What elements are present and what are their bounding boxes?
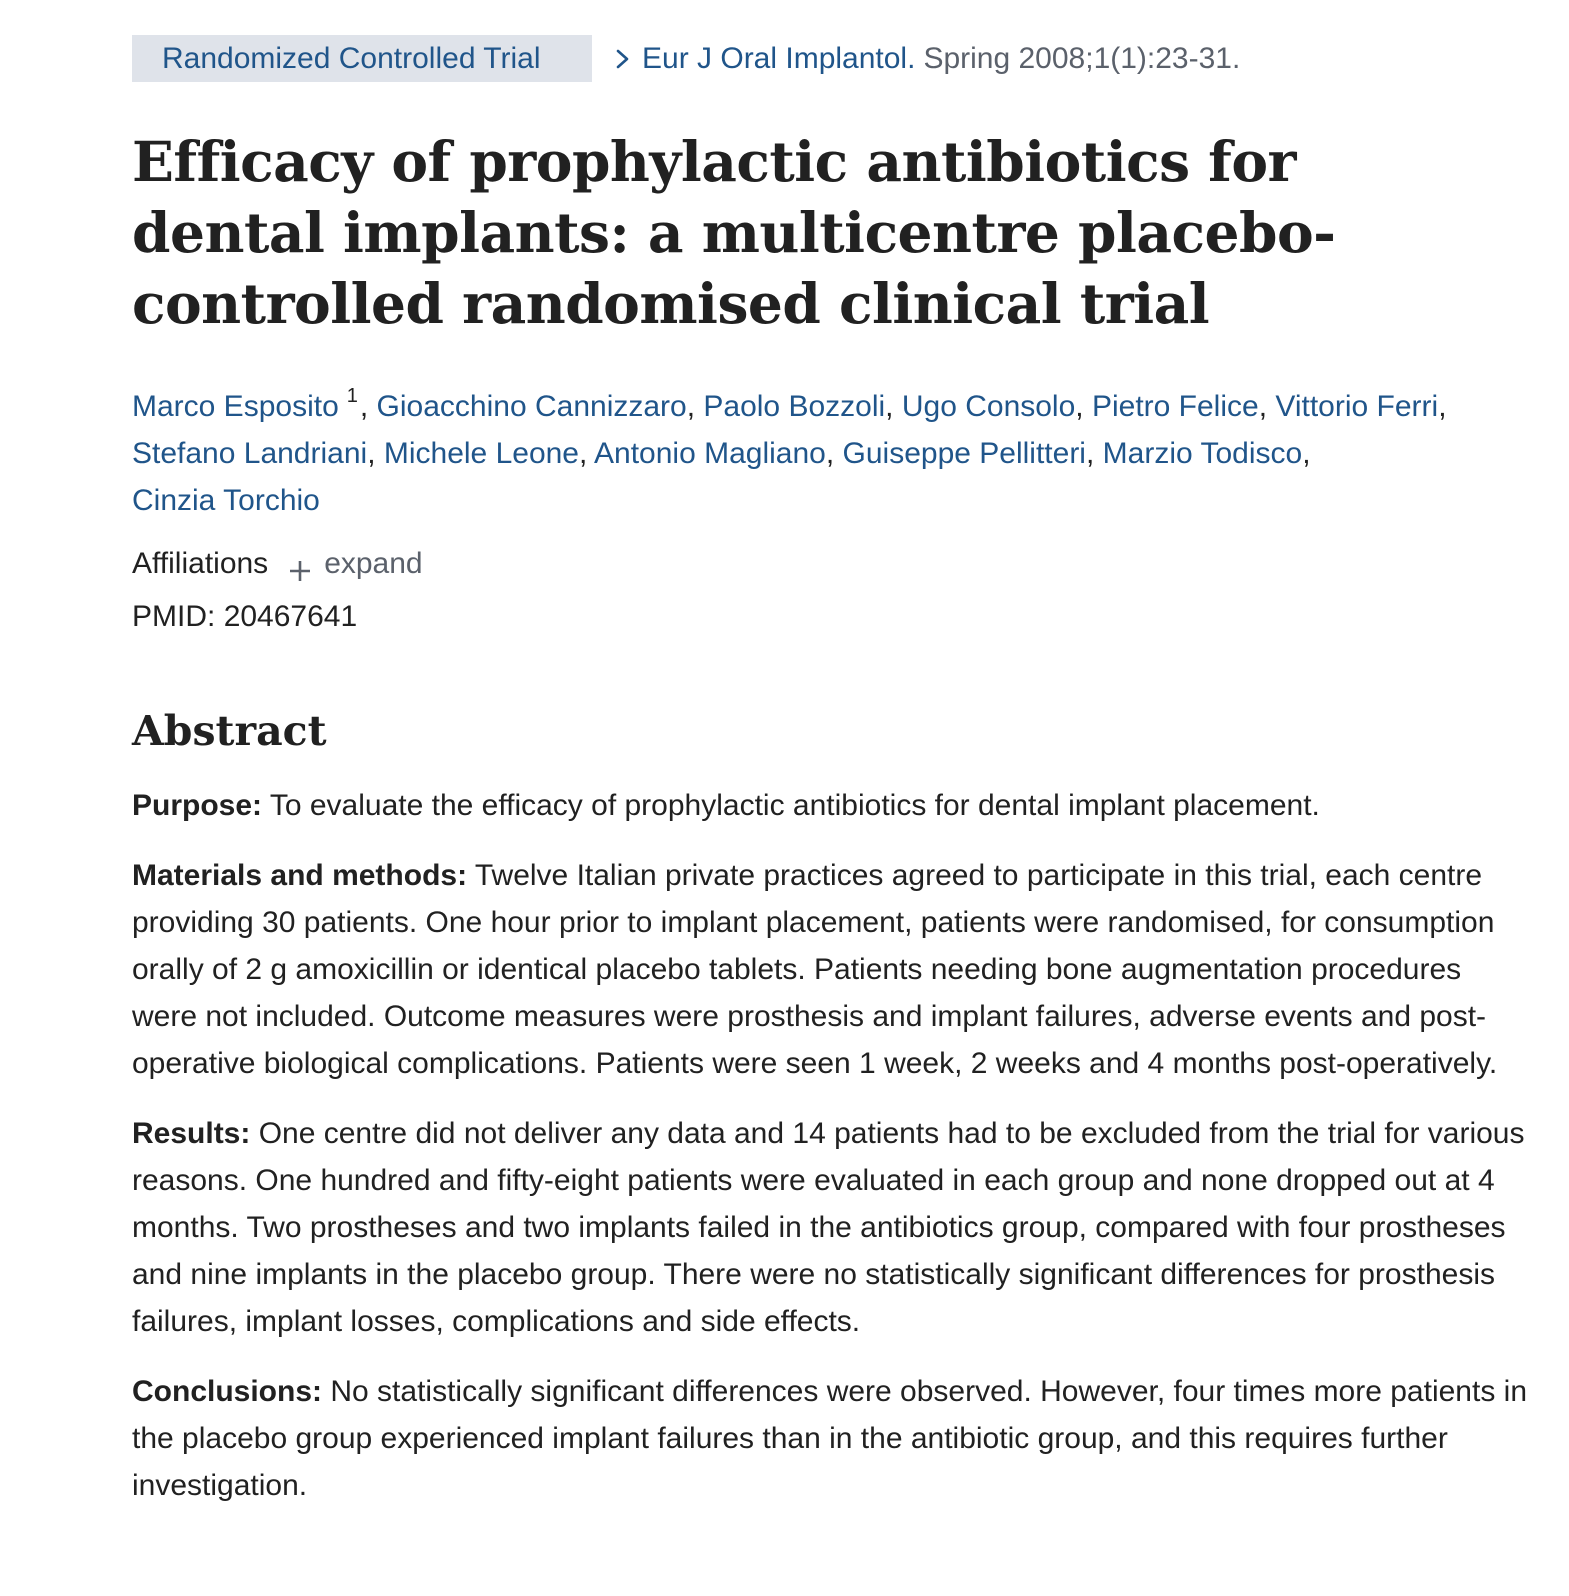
author-link[interactable]: Paolo Bozzoli — [703, 390, 886, 423]
author-link[interactable]: Antonio Magliano — [594, 437, 826, 470]
author-link[interactable]: Vittorio Ferri — [1275, 390, 1439, 423]
author-link[interactable]: Marzio Todisco — [1102, 437, 1303, 470]
author-link[interactable]: Michele Leone — [383, 437, 579, 470]
author-link[interactable]: Ugo Consolo — [901, 390, 1076, 423]
pmid-label: PMID: — [132, 600, 216, 633]
publication-type-badge[interactable]: Randomized Controlled Trial — [132, 35, 592, 82]
author-link[interactable]: Cinzia Torchio — [132, 484, 320, 517]
author-link[interactable]: Pietro Felice — [1091, 390, 1259, 423]
abstract-section-text: To evaluate the efficacy of prophylactic antibiotics for dental implant placement. — [269, 789, 1320, 822]
abstract-heading: Abstract — [132, 707, 327, 755]
abstract-section-text: No statistically significant differences were observed. However, four times more patients in the placebo group experienced implant failures than in the antibiotic group, and this requires further investigation. — [132, 1375, 1528, 1502]
journal-link[interactable]: Eur J Oral Implantol. — [642, 41, 916, 75]
abstract-section-text: Twelve Italian private practices agreed to participate in this trial, each centre providing 30 patients. One hour prior to implant placement, patients were randomised, for consumption orally of 2 g amoxicillin or identical placebo tablets. Patients needing bone augmentation procedures were not included. Outcome measures were prosthesis and implant failures, adverse events and post-operative biological complications. Patients were seen 1 week, 2 weeks and 4 months post-operatively. — [132, 859, 1498, 1080]
abstract-section-results — [132, 1110, 1532, 1345]
pmid — [132, 595, 357, 639]
pmid-value: 20467641 — [223, 600, 358, 633]
article-title: Efficacy of prophylactic antibiotics for dental implants: a multicentre placebo-controlled randomised clinical trial — [132, 129, 1336, 336]
author-link[interactable]: Gioacchino Cannizzaro — [376, 390, 687, 423]
chevron-right-icon — [612, 44, 634, 74]
abstract-section-label: Conclusions: — [132, 1375, 323, 1408]
author-link[interactable]: Stefano Landriani — [132, 437, 368, 470]
abstract-section-label: Purpose: — [132, 789, 263, 822]
author-list: Marco Esposito $^1$, Gioacchino Cannizzaro, Paolo Bozzoli, Ugo Consolo, Pietro Felice, Vittorio Ferri, Stefano Landriani, Michele Leone, Antonio Magliano, Guiseppe Pellitteri, Marzio Todisco, Cinzia Torchio — [132, 385, 1447, 517]
journal-date: Spring 2008;1(1):23-31. — [923, 41, 1241, 75]
citation-bar — [132, 35, 1240, 82]
abstract-section-label: Results: — [132, 1117, 251, 1150]
expand-label: expand — [324, 547, 423, 580]
abstract-section-label: Materials and methods: — [132, 859, 468, 892]
affiliation-number[interactable]: 1 — [346, 385, 358, 407]
abstract-section-purpose — [132, 782, 1532, 829]
abstract-section-text: One centre did not deliver any data and 14 patients had to be excluded from the trial for various reasons. One hundred and fifty-eight patients were evaluated in each group and none dropped out at 4 months. Two prostheses and two implants failed in the antibiotics group, compared with four prostheses and nine implants in the placebo group. There were no statistically significant differences for prosthesis failures, implant losses, complications and side effects. — [132, 1117, 1525, 1338]
affiliations-label: Affiliations — [132, 547, 269, 580]
abstract-body — [132, 782, 1532, 1532]
affiliations-row — [132, 542, 423, 586]
expand-affiliations-button[interactable] — [288, 542, 422, 586]
abstract-section-conclusions — [132, 1368, 1532, 1509]
author-link[interactable]: Guiseppe Pellitteri — [842, 437, 1086, 470]
plus-icon — [288, 552, 312, 576]
author-link[interactable]: Marco Esposito — [132, 390, 339, 423]
abstract-section-methods — [132, 852, 1532, 1087]
